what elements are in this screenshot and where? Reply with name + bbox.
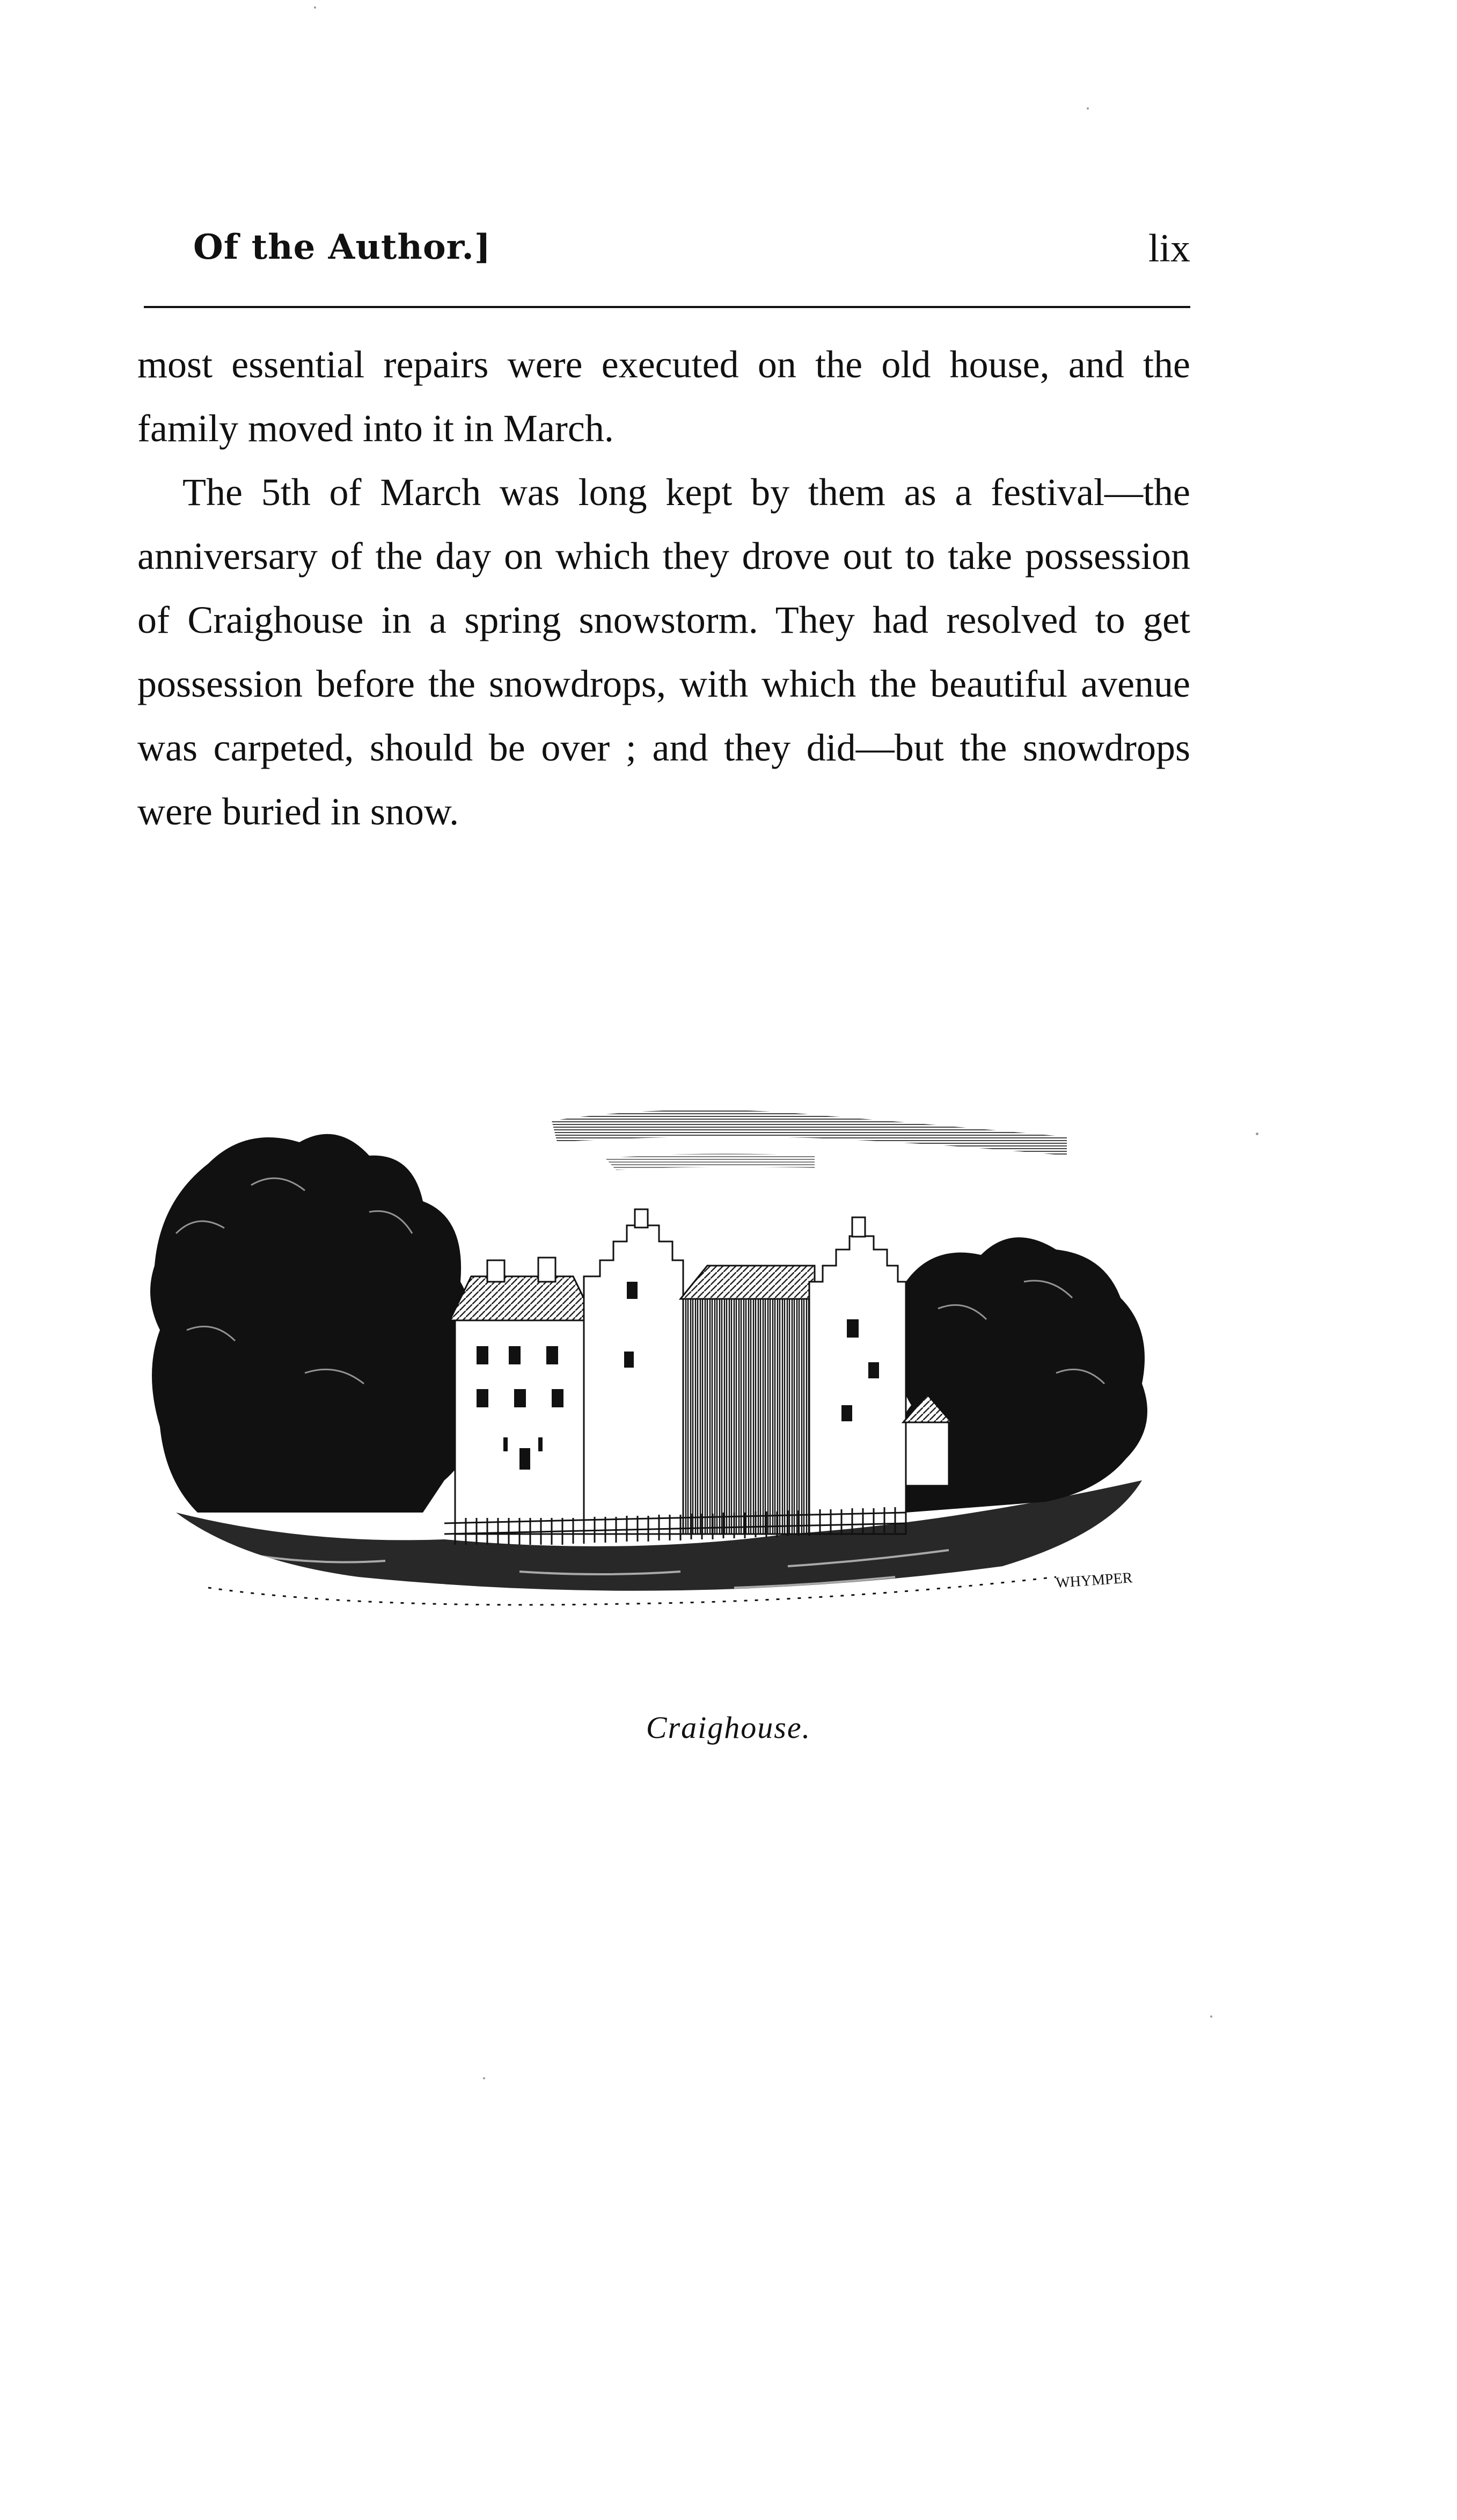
running-title: Of the Author.] [193, 227, 492, 267]
body-text [137, 333, 1190, 844]
craighouse-engraving [144, 1105, 1163, 1620]
paper-speck [314, 6, 316, 9]
paper-speck [1087, 107, 1089, 109]
illustration-caption: Craighouse. [646, 1710, 811, 1745]
sky-hatching [552, 1110, 1067, 1170]
header-rule [144, 306, 1190, 308]
engraver-signature: WHYMPER [1055, 1569, 1133, 1591]
paper-speck [1256, 1133, 1258, 1135]
running-head [137, 223, 1190, 282]
paper-speck [1210, 2015, 1212, 2018]
left-trees [150, 1134, 477, 1513]
paragraph-continuation: most essential repairs were executed on the old house, and the family moved into it in March. [137, 343, 1190, 450]
page-number: lix [1148, 227, 1190, 271]
paper-speck [483, 2077, 485, 2079]
paragraph-march-fifth: The 5th of March was long kept by them as a festival—the anniversary of the day on which they drove out to take possession of Craighouse in a spring snowstorm. They had resolved to get possession before the snowdrops, with which the beautiful avenue was carpeted, should be over ; and they did—but the snowdrops were buried in snow. [137, 471, 1190, 833]
house [450, 1209, 951, 1534]
